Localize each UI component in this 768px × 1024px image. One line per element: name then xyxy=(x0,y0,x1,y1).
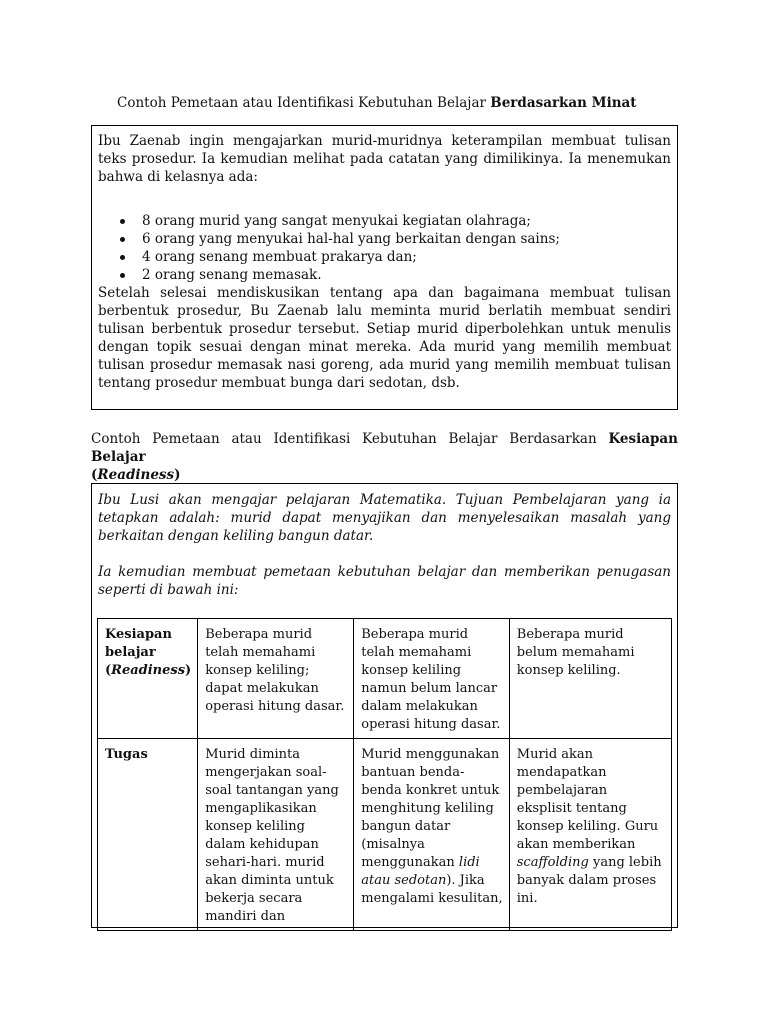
interest-intro: Ibu Zaenab ingin mengajarkan murid-muridnya keterampilan membuat tulisan teks prosedur. Ia kemudian melihat pada catatan yang dimilikinya. Ia menemukan bahwa di kelasnya ada: xyxy=(98,133,671,185)
section2-heading-prefix: Contoh Pemetaan atau Identifikasi Kebutuhan Belajar Berdasarkan xyxy=(91,431,597,447)
cell-text-italic: lidi atau sedotan xyxy=(361,855,480,888)
readiness-intro: Ibu Lusi akan mengajar pelajaran Matematika. Tujuan Pembelajaran yang ia tetapkan adalah: murid dapat menyajikan dan menyelesaikan masalah yang berkaitan dengan keliling bangun datar. xyxy=(98,492,671,544)
table-cell: Beberapa murid telah memahami konsep keliling; dapat melakukan operasi hitung dasar. xyxy=(198,619,354,739)
section2-heading-readiness: Readiness xyxy=(97,467,175,483)
section1-heading xyxy=(117,94,717,112)
row-label-close: ) xyxy=(185,663,192,678)
table-row xyxy=(98,619,672,739)
table-cell xyxy=(354,739,510,931)
table-cell: Beberapa murid belum memahami konsep keliling. xyxy=(509,619,671,739)
section2-heading-paren-open: ( xyxy=(91,467,98,483)
row-label-readiness xyxy=(98,619,198,739)
row-label-text: Kesiapan belajar ( xyxy=(105,627,172,678)
list-item: 4 orang senang membuat prakarya dan; xyxy=(142,248,671,266)
table-cell: Murid diminta mengerjakan soal-soal tantangan yang mengaplikasikan konsep keliling dalam kehidupan sehari-hari. murid akan diminta untuk bekerja secara mandiri dan xyxy=(198,739,354,931)
section2-heading-paren-close: ) xyxy=(174,467,181,483)
section2-heading xyxy=(91,430,678,484)
row-label-italic: Readiness xyxy=(111,663,186,678)
table-row xyxy=(98,739,672,931)
interest-example-box xyxy=(91,125,678,410)
table-cell xyxy=(509,739,671,931)
section1-heading-bold: Berdasarkan Minat xyxy=(490,95,637,111)
list-item: 8 orang murid yang sangat menyukai kegiatan olahraga; xyxy=(142,212,671,230)
readiness-example-box xyxy=(91,483,678,928)
interest-closing: Setelah selesai mendiskusikan tentang apa dan bagaimana membuat tulisan berbentuk prosedur, Bu Zaenab lalu meminta murid berlatih membuat sendiri tulisan berbentuk prosedur tersebut. Setiap murid diperbolehkan untuk menulis dengan topik sesuai dengan minat mereka. Ada murid yang memilih membuat tulisan prosedur memasak nasi goreng, ada murid yang memilih membuat tulisan tentang prosedur membuat bunga dari sedotan, dsb. xyxy=(98,285,671,391)
cell-text: yang lebih banyak dalam proses ini. xyxy=(516,855,662,906)
list-item: 2 orang senang memasak. xyxy=(142,266,671,284)
section1-heading-prefix: Contoh Pemetaan atau Identifikasi Kebutuhan Belajar xyxy=(117,95,486,111)
readiness-table xyxy=(97,618,672,931)
interest-bullet-list xyxy=(98,212,671,284)
readiness-intro-2: Ia kemudian membuat pemetaan kebutuhan belajar dan memberikan penugasan seperti di bawah ini: xyxy=(98,564,671,598)
cell-text: ). Jika mengalami kesulitan, xyxy=(361,873,503,906)
row-label-tugas: Tugas xyxy=(98,739,198,931)
cell-text: Murid menggunakan bantuan benda-benda konkret untuk menghitung keliling bangun datar (misalnya menggunakan xyxy=(361,747,500,870)
section2-heading-bold: Kesiapan Belajar xyxy=(91,431,678,465)
table-cell: Beberapa murid telah memahami konsep keliling namun belum lancar dalam melakukan operasi hitung dasar. xyxy=(354,619,510,739)
cell-text: Murid akan mendapatkan pembelajaran eksplisit tentang konsep keliling. Guru akan memberikan xyxy=(516,747,659,852)
list-item: 6 orang yang menyukai hal-hal yang berkaitan dengan sains; xyxy=(142,230,671,248)
cell-text-italic: scaffolding xyxy=(516,855,589,870)
